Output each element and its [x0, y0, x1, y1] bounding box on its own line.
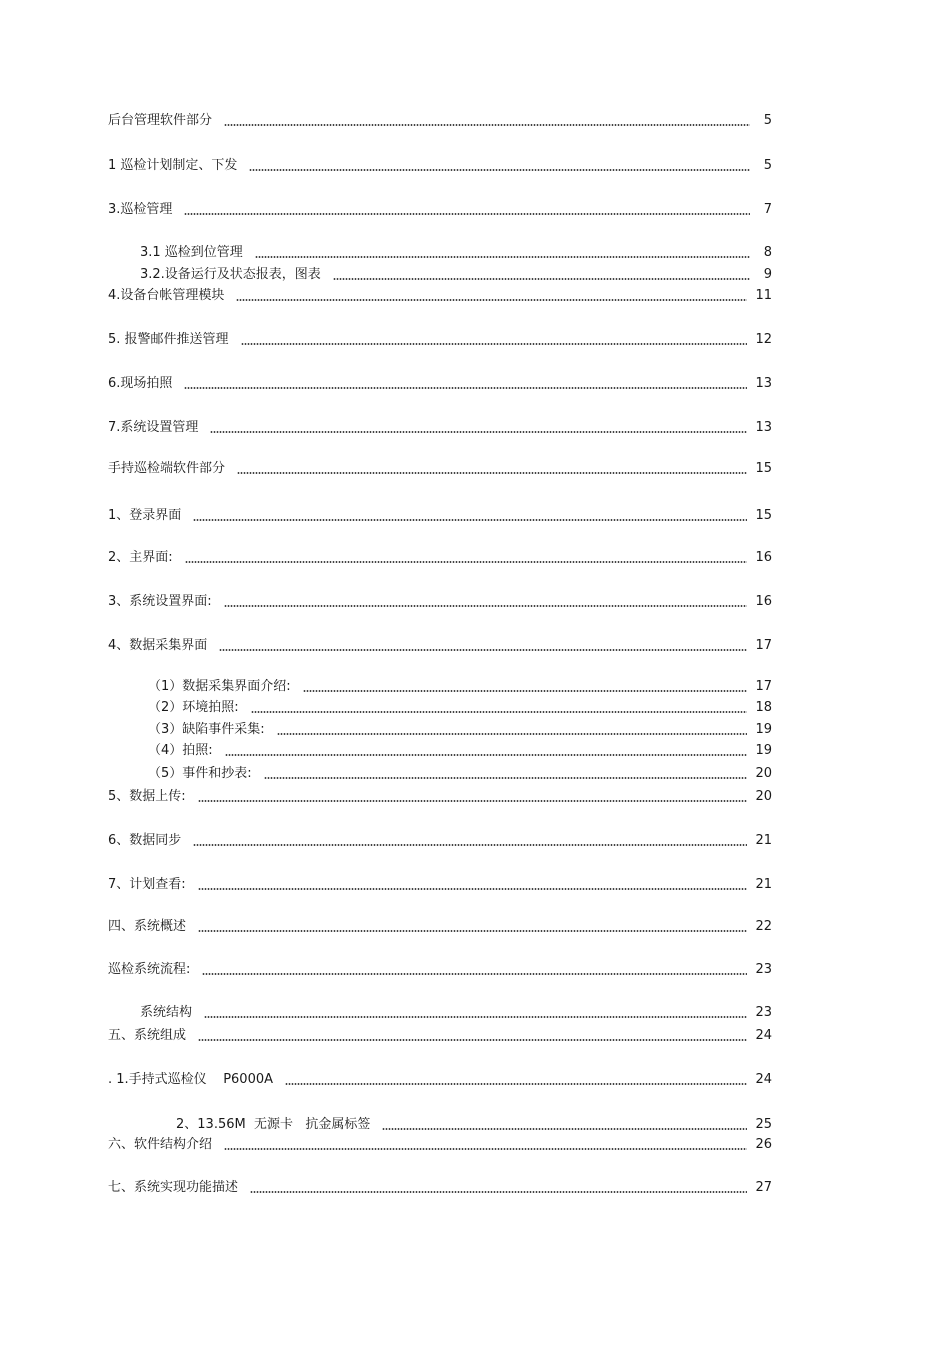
toc-entry[interactable] [140, 243, 772, 263]
toc-entry-page: 19 [755, 743, 772, 758]
toc-entry-title: 3.1 巡检到位管理 [140, 245, 243, 260]
toc-entry[interactable] [108, 286, 772, 306]
dot-leader [249, 169, 750, 171]
toc-entry-page: 23 [755, 962, 772, 977]
dot-leader [185, 561, 748, 563]
dot-leader [204, 1016, 747, 1018]
toc-entry-title: （2）环境拍照: [148, 700, 239, 715]
toc-entry[interactable] [108, 1135, 772, 1155]
toc-entry-title: 手持巡检端软件部分 [108, 461, 226, 476]
toc-entry[interactable] [148, 698, 772, 718]
toc-entry-title: 后台管理软件部分 [108, 113, 213, 128]
toc-entry-page: 20 [755, 766, 772, 781]
toc-entry-title: 7、计划查看: [108, 877, 186, 892]
toc-entry-title: 2、13.56M 无源卡 抗金属标签 [176, 1117, 371, 1132]
toc-entry[interactable] [140, 265, 772, 285]
toc-entry[interactable] [108, 592, 772, 612]
toc-entry-page: 21 [755, 877, 772, 892]
toc-entry[interactable] [108, 875, 772, 895]
toc-entry-page: 17 [755, 679, 772, 694]
toc-entry[interactable] [176, 1115, 772, 1135]
toc-entry-title: 7.系统设置管理 [108, 420, 199, 435]
toc-entry-title: 七、系统实现功能描述 [108, 1180, 239, 1195]
toc-entry-page: 11 [755, 288, 772, 303]
toc-entry[interactable] [148, 764, 772, 784]
toc-entry-page: 16 [755, 594, 772, 609]
toc-entry[interactable] [148, 677, 772, 697]
dot-leader [277, 733, 748, 735]
dot-leader [241, 343, 748, 345]
toc-entry-title: （1）数据采集界面介绍: [148, 679, 291, 694]
dot-leader [255, 256, 750, 258]
dot-leader [382, 1128, 747, 1130]
toc-entry-page: 17 [755, 638, 772, 653]
dot-leader [285, 1083, 747, 1085]
dot-leader [224, 1148, 747, 1150]
dot-leader [333, 278, 750, 280]
toc-entry-title: （5）事件和抄表: [148, 766, 252, 781]
toc-entry-title: （3）缺陷事件采集: [148, 722, 265, 737]
toc-entry-title: 四、系统概述 [108, 919, 187, 934]
toc-entry[interactable] [108, 960, 772, 980]
dot-leader [210, 431, 747, 433]
toc-entry-page: 15 [755, 461, 772, 476]
dot-leader [237, 472, 747, 474]
dot-leader [198, 888, 748, 890]
toc-entry-page: 19 [755, 722, 772, 737]
toc-entry-title: 4、数据采集界面 [108, 638, 208, 653]
toc-entry-page: 23 [755, 1005, 772, 1020]
toc-entry[interactable] [108, 156, 772, 176]
toc-entry[interactable] [140, 1003, 772, 1023]
toc-entry-page: 25 [755, 1117, 772, 1132]
dot-leader [202, 973, 747, 975]
toc-entry[interactable] [108, 418, 772, 438]
toc-entry[interactable] [108, 459, 772, 479]
toc-entry[interactable] [108, 200, 772, 220]
toc-entry-page: 8 [763, 245, 772, 260]
toc-entry[interactable] [108, 917, 772, 937]
toc-entry-title: 六、软件结构介绍 [108, 1137, 213, 1152]
dot-leader [224, 605, 748, 607]
toc-entry-page: 18 [755, 700, 772, 715]
toc-entry-title: 巡检系统流程: [108, 962, 191, 977]
dot-leader [193, 844, 747, 846]
toc-entry-title: 6、数据同步 [108, 833, 182, 848]
dot-leader [224, 124, 750, 126]
dot-leader [198, 1039, 747, 1041]
toc-entry-page: 22 [755, 919, 772, 934]
toc-entry-page: 21 [755, 833, 772, 848]
toc-entry-title: 1 巡检计划制定、下发 [108, 158, 238, 173]
dot-leader [250, 1191, 747, 1193]
toc-entry-page: 15 [755, 508, 772, 523]
toc-entry-title: 3.巡检管理 [108, 202, 173, 217]
toc-entry-page: 27 [755, 1180, 772, 1195]
toc-entry[interactable] [108, 1070, 772, 1090]
toc-entry-title: . 1.手持式巡检仪 P6000A [108, 1072, 274, 1087]
dot-leader [184, 387, 747, 389]
toc-entry-page: 13 [755, 376, 772, 391]
dot-leader [219, 649, 747, 651]
dot-leader [198, 800, 748, 802]
toc-entry[interactable] [108, 548, 772, 568]
toc-entry[interactable] [148, 720, 772, 740]
toc-entry[interactable] [108, 374, 772, 394]
toc-entry[interactable] [108, 1178, 772, 1198]
toc-entry-title: 2、主界面: [108, 550, 173, 565]
toc-entry[interactable] [108, 636, 772, 656]
toc-entry-page: 16 [755, 550, 772, 565]
toc-entry[interactable] [108, 330, 772, 350]
toc-entry-page: 24 [755, 1028, 772, 1043]
toc-entry-title: 3、系统设置界面: [108, 594, 212, 609]
dot-leader [193, 519, 747, 521]
toc-entry[interactable] [108, 111, 772, 131]
dot-leader [303, 690, 748, 692]
dot-leader [225, 754, 748, 756]
toc-entry[interactable] [108, 831, 772, 851]
toc-entry-title: 5、数据上传: [108, 789, 186, 804]
toc-entry-title: 3.2.设备运行及状态报表，图表 [140, 267, 321, 282]
toc-entry-title: 4.设备台帐管理模块 [108, 288, 225, 303]
toc-entry-page: 20 [755, 789, 772, 804]
toc-entry-title: 6.现场拍照 [108, 376, 173, 391]
toc-entry[interactable] [108, 1026, 772, 1046]
toc-entry-page: 5 [763, 158, 772, 173]
dot-leader [264, 777, 748, 779]
toc-entry[interactable] [108, 787, 772, 807]
dot-leader [198, 930, 747, 932]
toc-entry-page: 9 [763, 267, 772, 282]
dot-leader [236, 299, 747, 301]
dot-leader [251, 711, 748, 713]
toc-entry-page: 13 [755, 420, 772, 435]
toc-entry-title: 5. 报警邮件推送管理 [108, 332, 229, 347]
toc-entry-page: 5 [763, 113, 772, 128]
toc-entry-title: （4）拍照: [148, 743, 213, 758]
dot-leader [184, 213, 750, 215]
toc-entry-page: 7 [763, 202, 772, 217]
toc-entry[interactable] [148, 741, 772, 761]
toc-entry[interactable] [108, 506, 772, 526]
toc-entry-page: 24 [755, 1072, 772, 1087]
toc-entry-title: 五、系统组成 [108, 1028, 187, 1043]
toc-entry-title: 系统结构 [140, 1005, 193, 1020]
toc-entry-page: 12 [755, 332, 772, 347]
toc-entry-title: 1、登录界面 [108, 508, 182, 523]
toc-entry-page: 26 [755, 1137, 772, 1152]
